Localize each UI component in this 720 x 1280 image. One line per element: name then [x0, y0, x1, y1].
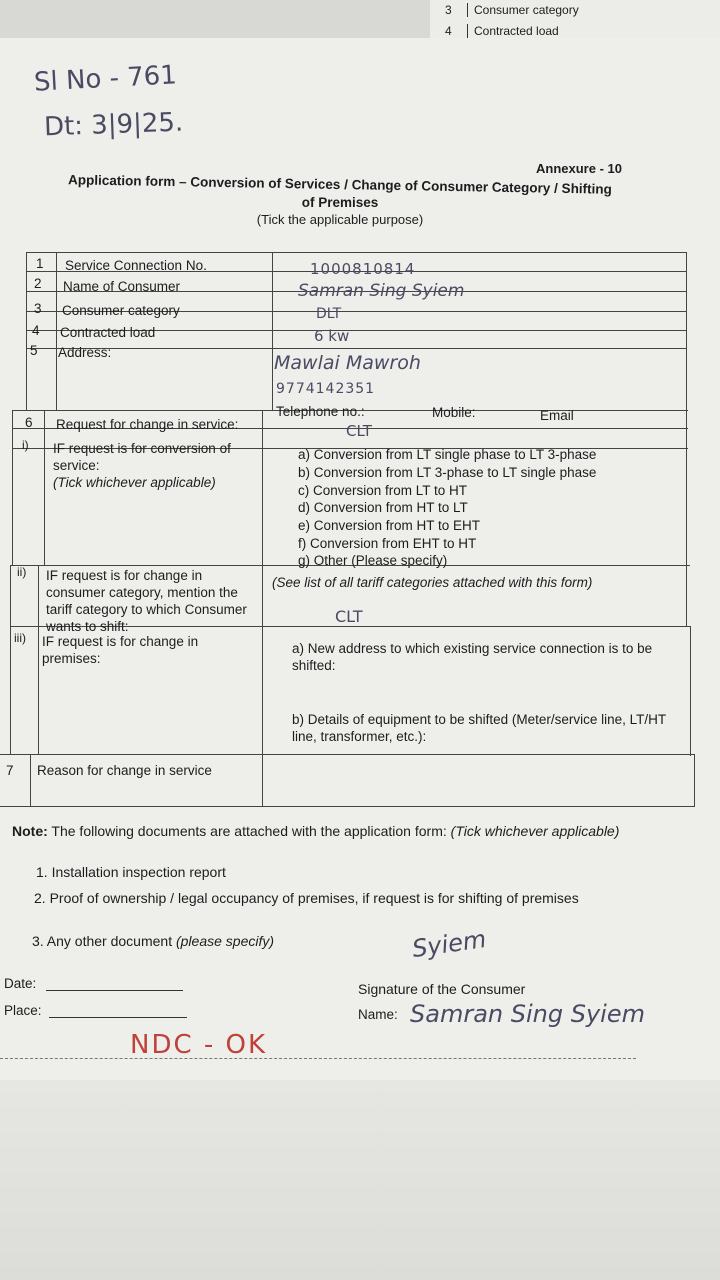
option-g[interactable]: g) Other (Please specify): [298, 553, 448, 568]
note-item-1: 1. Installation inspection report: [36, 864, 226, 880]
form-title-line2: of Premises: [301, 195, 379, 210]
row-7-no: 7: [6, 763, 14, 778]
row-3-no: 3: [34, 301, 42, 316]
consumer-name-handwritten: Samran Sing Syiem: [410, 1000, 645, 1028]
form-subtitle: (Tick the applicable purpose): [256, 212, 424, 227]
option-c[interactable]: c) Conversion from LT to HT: [298, 483, 468, 498]
phone-value: 9774142351: [276, 381, 376, 397]
telephone-label: Telephone no.:: [276, 404, 365, 419]
signature-label: Signature of the Consumer: [358, 981, 526, 997]
annexure-label: Annexure - 10: [536, 161, 622, 176]
sub-ii-note: (See list of all tariff categories attached with this form): [272, 575, 593, 590]
option-e[interactable]: e) Conversion from HT to EHT: [298, 518, 481, 533]
row-4-label: Contracted load: [60, 325, 156, 340]
option-a[interactable]: a) Conversion from LT single phase to LT 3-phase: [298, 447, 597, 462]
row-2-label: Name of Consumer: [63, 279, 181, 294]
row-7-label: Reason for change in service: [37, 763, 212, 778]
place-label: Place:: [4, 1003, 42, 1018]
row-5-label: Address:: [58, 345, 112, 360]
handwritten-date: Dt: 3|9|25.: [43, 107, 184, 143]
service-connection-no-value: 1000810814: [310, 260, 416, 278]
place-field-line[interactable]: [49, 1017, 187, 1018]
form-title-line1: Application form – Conversion of Services / Change of Consumer Category / Shifting: [67, 172, 613, 197]
row-6-label: Request for change in service:: [56, 417, 239, 432]
sub-i-no: i): [22, 438, 29, 452]
request-change-value: CLT: [346, 422, 372, 440]
note-text: Note: The following documents are attached with the application form: (Tick whichever applicable): [12, 823, 620, 839]
option-d[interactable]: d) Conversion from HT to LT: [298, 500, 468, 515]
date-label: Date:: [4, 976, 37, 991]
email-label: Email: [540, 408, 574, 423]
sub-i-hint: (Tick whichever applicable): [53, 475, 216, 490]
row-4-no: 4: [32, 323, 40, 338]
handwritten-ndc-ok: NDC - OK: [130, 1030, 268, 1060]
consumer-category-value: DLT: [316, 306, 342, 322]
sub-ii-no: ii): [17, 565, 27, 579]
contracted-load-value: 6 kw: [314, 327, 350, 345]
name-label: Name:: [358, 1007, 398, 1022]
paper-bottom-area: [0, 1080, 720, 1280]
sub-iii-a: a) New address to which existing service connection is to be shifted:: [292, 641, 653, 673]
row-1-no: 1: [36, 256, 44, 271]
option-f[interactable]: f) Conversion from EHT to HT: [298, 536, 477, 551]
sub-ii-label: IF request is for change in consumer category, mention the tariff category to which Consumer wants to shift:: [46, 568, 247, 634]
sub-iii-label: IF request is for change in premises:: [42, 634, 199, 666]
sub-i-label: IF request is for conversion of service:: [53, 441, 231, 473]
handwritten-serial-no: Sl No - 761: [33, 60, 178, 98]
consumer-signature: Syiem: [410, 924, 488, 964]
row-2-no: 2: [34, 276, 42, 291]
mobile-label: Mobile:: [432, 405, 476, 420]
row-3-label: Consumer category: [62, 303, 180, 318]
cut-line: [0, 1058, 636, 1059]
address-value: Mawlai Mawroh: [274, 352, 421, 374]
sub-iii-b: b) Details of equipment to be shifted (Meter/service line, LT/HT line, transformer, etc.):: [292, 712, 666, 744]
date-field-line[interactable]: [46, 990, 183, 991]
option-b[interactable]: b) Conversion from LT 3-phase to LT single phase: [298, 465, 597, 480]
back-row-4: 4 Contracted load: [445, 24, 559, 38]
back-row-3: 3 Consumer category: [445, 3, 579, 17]
tariff-category-value: CLT: [335, 607, 363, 626]
note-item-2: 2. Proof of ownership / legal occupancy of premises, if request is for shifting of premises: [34, 890, 579, 906]
consumer-name-value: Samran Sing Syiem: [298, 281, 465, 301]
note-item-3: 3. Any other document (please specify): [32, 933, 275, 949]
row-5-no: 5: [30, 343, 38, 358]
sub-iii-no: iii): [14, 631, 26, 645]
row-1-label: Service Connection No.: [65, 258, 207, 273]
row-6-no: 6: [25, 415, 33, 430]
